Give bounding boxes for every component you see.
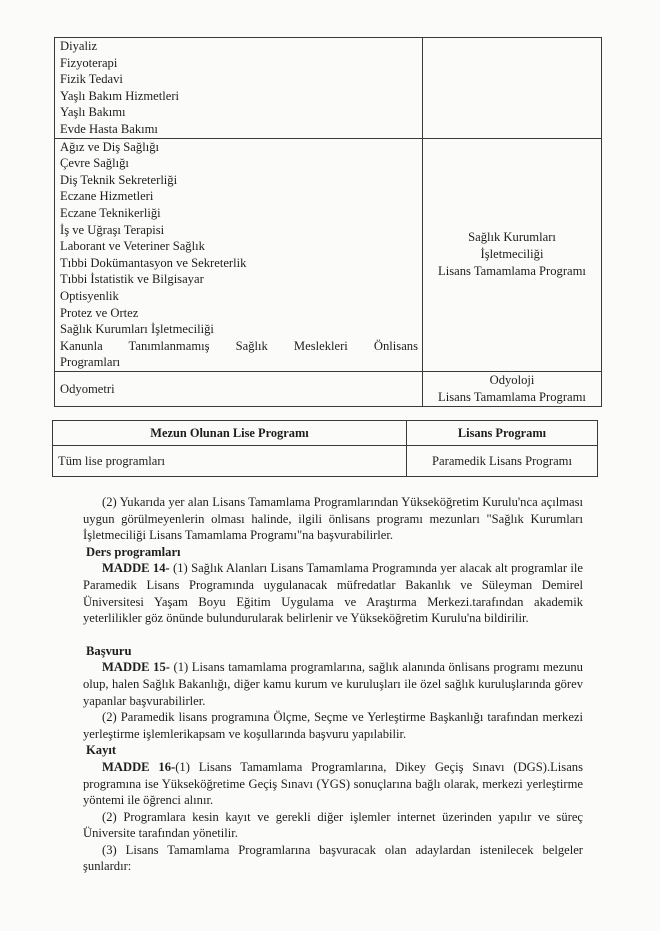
list-item: Diş Teknik Sekreterliği — [60, 172, 178, 187]
table-row — [53, 446, 598, 477]
article-text: (1) Lisans tamamlama programlarına, sağlık alanında önlisans programı mezunu olup, halen Sağlık Bakanlığı, diğer kamu kurum ve kuruluşları ile özel sağlık kuruluşlarında görev yapanlar başvurabilirler. — [83, 660, 583, 708]
column-header: Mezun Olunan Lise Programı — [53, 421, 407, 446]
list-item: Optisyenlik — [60, 288, 119, 303]
list-item: Programları — [60, 355, 121, 370]
table-cell: Paramedik Lisans Programı — [407, 446, 598, 477]
list-item: Laborant ve Veteriner Sağlık — [60, 239, 205, 254]
paragraph — [83, 659, 583, 709]
paragraph: (3) Lisans Tamamlama Programlarına başvuracak olan adaylardan istenilecek belgeler şunlardır: — [83, 842, 583, 874]
program-name-line: Lisans Tamamlama Programı — [438, 389, 586, 404]
onlisans-programs-cell — [55, 138, 423, 371]
list-item: Eczane Teknikerliği — [60, 205, 161, 220]
onlisans-programs-cell — [55, 38, 423, 139]
column-header: Lisans Programı — [407, 421, 598, 446]
list-item: Protez ve Ortez — [60, 305, 139, 320]
list-item: İş ve Uğraşı Terapisi — [60, 222, 165, 237]
onlisans-programs-cell — [55, 371, 423, 406]
table-row — [55, 138, 602, 371]
list-item: Çevre Sağlığı — [60, 156, 129, 171]
program-mapping-table — [54, 37, 602, 407]
program-name-line: Sağlık Kurumları — [468, 230, 556, 245]
spacer — [83, 627, 583, 643]
list-item: Fizik Tedavi — [60, 72, 123, 87]
section-heading: Ders programları — [86, 544, 181, 559]
list-item: Evde Hasta Bakımı — [60, 121, 158, 136]
program-name-line: Odyoloji — [489, 372, 535, 387]
table-row — [55, 38, 602, 139]
list-item: Tıbbi İstatistik ve Bilgisayar — [60, 272, 204, 287]
list-item: Yaşlı Bakım Hizmetleri — [60, 88, 180, 103]
list-item: Kanunla Tanımlanmamış Sağlık Meslekleri Önlisans — [60, 338, 418, 353]
paragraph — [83, 560, 583, 626]
lisans-program-cell — [423, 138, 602, 371]
regulation-body — [83, 494, 583, 875]
list-item: Odyometri — [60, 381, 115, 396]
lisans-program-cell — [423, 371, 602, 406]
program-name-line: Lisans Tamamlama Programı — [438, 264, 586, 279]
table-cell: Tüm lise programları — [53, 446, 407, 477]
section-heading: Kayıt — [86, 743, 117, 758]
paragraph — [83, 759, 583, 809]
paramedik-table — [52, 420, 598, 477]
section-heading: Başvuru — [86, 643, 132, 658]
article-text: (1) Sağlık Alanları Lisans Tamamlama Programında yer alacak alt programlar ile Paramedik Lisans Programında uygulanacak müfredatlar Bakanlık ve Süleyman Demirel Üniversitesi Yaşam Boyu Eğitim Uygulama ve Araştırma Merkezi.tarafından akademik yeterlilikler göz önünde bulundurularak belirlenir ve Yükseköğretim Kurulu'na bildirilir. — [83, 561, 583, 626]
paragraph: (2) Programlara kesin kayıt ve gerekli diğer işlemler internet üzerinden yapılır ve süreç Üniversite tarafından yönetilir. — [83, 809, 583, 841]
table-row — [55, 371, 602, 406]
lisans-program-cell — [423, 38, 602, 139]
list-item: Yaşlı Bakımı — [60, 105, 126, 120]
list-item: Eczane Hizmetleri — [60, 189, 154, 204]
program-name-line: İşletmeciliği — [480, 247, 544, 262]
list-item: Ağız ve Diş Sağlığı — [60, 139, 159, 154]
article-label: MADDE 15- — [102, 660, 170, 675]
list-item: Tıbbi Dokümantasyon ve Sekreterlik — [60, 255, 247, 270]
paragraph: (2) Yukarıda yer alan Lisans Tamamlama Programlarından Yükseköğretim Kurulu'nca açılması uygun görülmeyenlerin olması halinde, ilgili önlisans programı mezunları "Sağlık Kurumları İşletmeciliği Lisans Tamamlama Programı"na başvurabilirler. — [83, 495, 583, 543]
list-item: Diyaliz — [60, 39, 98, 53]
list-item: Fizyoterapi — [60, 55, 118, 70]
article-label: MADDE 14- — [102, 561, 170, 576]
paragraph: (2) Paramedik lisans programına Ölçme, Seçme ve Yerleştirme Başkanlığı tarafından merkezi yerleştirme işlemlerikapsam ve koşullarında başvuru yapılabilir. — [83, 710, 583, 741]
article-text: (1) Lisans Tamamlama Programlarına, Dikey Geçiş Sınavı (DGS).Lisans programına ise Yükseköğretime Geçiş Sınavı (YGS) sonuçlarına bağlı olarak, merkezi yerleştirme yöntemi ile öğrenci alınır. — [83, 759, 583, 808]
article-label: MADDE 16- — [102, 759, 176, 774]
list-item: Sağlık Kurumları İşletmeciliği — [60, 322, 214, 337]
table-header-row — [53, 421, 598, 446]
